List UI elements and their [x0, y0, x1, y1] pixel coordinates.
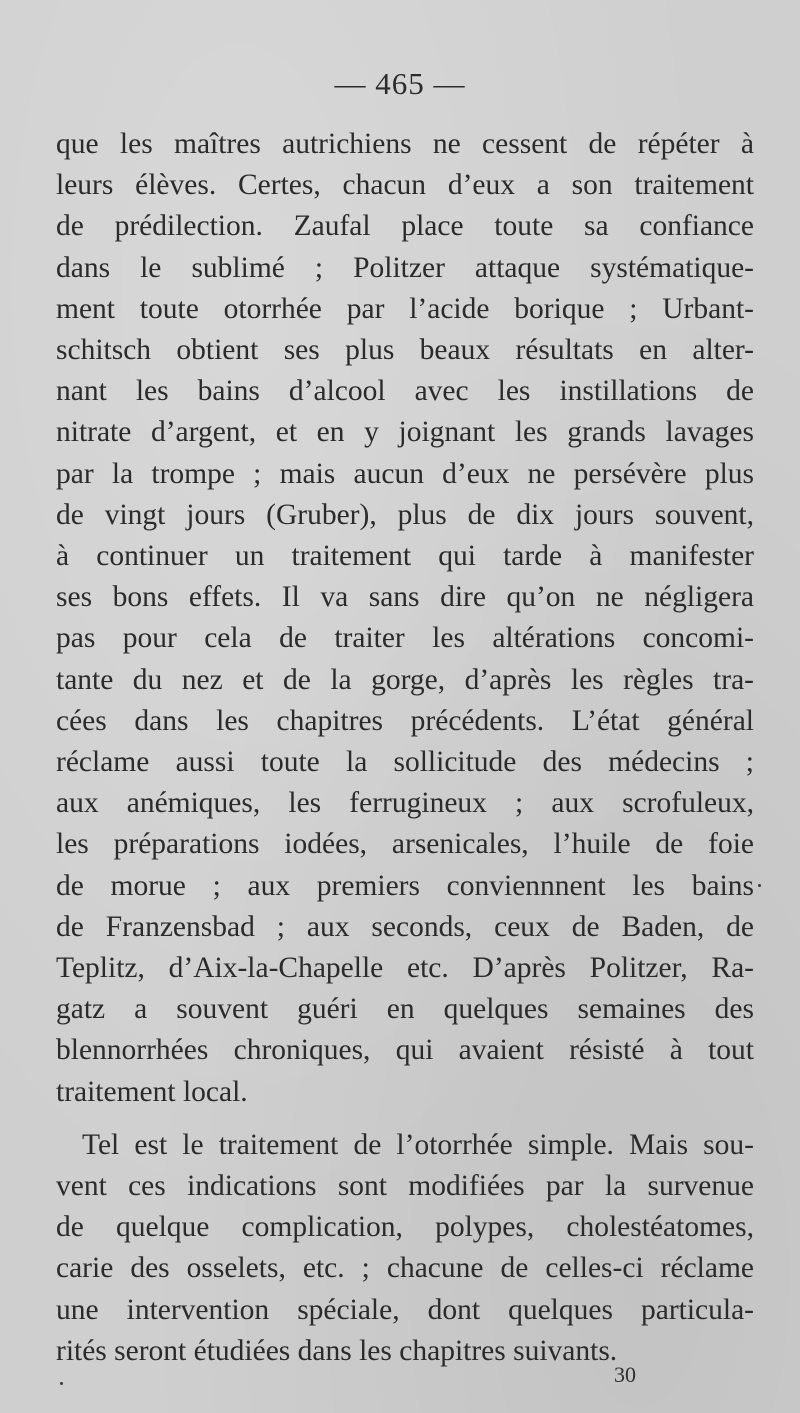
page-number: — 465 —	[334, 66, 466, 101]
text-line: rités seront étudiées dans les chapitres suivants.	[56, 1334, 618, 1367]
text-line: pas pour cela de traiter les altérations concomi-	[56, 622, 754, 655]
text-line: les préparations iodées, arsenicales, l’huile de foie	[56, 828, 754, 861]
text-line: nant les bains d’alcool avec les instillations de	[56, 375, 754, 408]
ink-speck	[758, 884, 761, 887]
text-line: traitement local.	[56, 1075, 248, 1108]
text-line: gatz a souvent guéri en quelques semaines des	[56, 993, 754, 1026]
text-line: de morue ; aux premiers conviennnent les bains	[56, 869, 754, 902]
text-line: réclame aussi toute la sollicitude des médecins ;	[56, 746, 754, 779]
text-line: à continuer un traitement qui tarde à manifester	[56, 540, 754, 573]
paragraph-1	[56, 124, 754, 1113]
text-line: aux anémiques, les ferrugineux ; aux scrofuleux,	[56, 787, 754, 820]
text-line: de Franzensbad ; aux seconds, ceux de Baden, de	[56, 910, 754, 943]
text-line: par la trompe ; mais aucun d’eux ne persévère plus	[56, 457, 754, 490]
signature-mark: 30	[614, 1362, 636, 1387]
text-line: blennorrhées chroniques, qui avaient résisté à tout	[56, 1034, 754, 1067]
text-line: schitsch obtient ses plus beaux résultats en alter-	[56, 334, 754, 367]
text-line: tante du nez et de la gorge, d’après les règles tra-	[56, 663, 754, 696]
text-line: leurs élèves. Certes, chacun d’eux a son traitement	[56, 169, 754, 202]
text-line: dans le sublimé ; Politzer attaque systématique-	[56, 251, 754, 284]
text-line: carie des osselets, etc. ; chacune de celles-ci réclame	[56, 1252, 754, 1285]
text-line: ment toute otorrhée par l’acide borique ; Urbant-	[56, 292, 754, 325]
text-line: Teplitz, d’Aix-la-Chapelle etc. D’après Politzer, Ra-	[56, 952, 754, 985]
text-line: de vingt jours (Gruber), plus de dix jours souvent,	[56, 498, 754, 531]
ink-speck	[60, 1382, 63, 1385]
text-line: cées dans les chapitres précédents. L’état général	[56, 704, 754, 737]
paragraph-2	[56, 1125, 754, 1372]
text-line: que les maîtres autrichiens ne cessent de répéter à	[56, 128, 754, 160]
text-line: vent ces indications sont modifiées par la survenue	[56, 1170, 754, 1203]
text-line: une intervention spéciale, dont quelques particula-	[56, 1293, 754, 1326]
body-text	[56, 124, 754, 1372]
text-line: de prédilection. Zaufal place toute sa confiance	[56, 210, 754, 243]
text-line: Tel est le traitement de l’otorrhée simple. Mais sou-	[82, 1128, 754, 1161]
text-line: ses bons effets. Il va sans dire qu’on ne négligera	[56, 581, 754, 614]
text-line: nitrate d’argent, et en y joignant les grands lavages	[56, 416, 754, 449]
paragraph-gap	[56, 1113, 754, 1125]
text-line: de quelque complication, polypes, cholestéatomes,	[56, 1211, 754, 1244]
